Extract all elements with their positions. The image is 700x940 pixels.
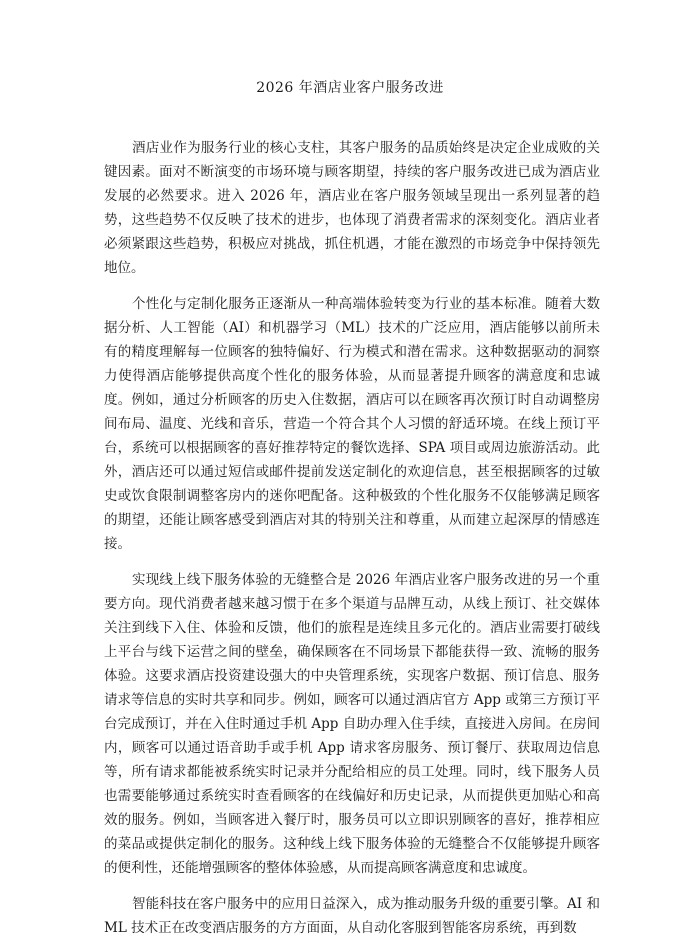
paragraph-smart-tech: 智能科技在客户服务中的应用日益深入，成为推动服务升级的重要引擎。AI 和 ML 技术正在改变酒店服务的方方面面，从自动化客服到智能客房系统，再到数 xyxy=(104,896,600,936)
document-body xyxy=(104,136,600,940)
paragraph-omnichannel: 实现线上线下服务体验的无缝整合是 2026 年酒店业客户服务改进的另一个重要方向。现代消费者越来越习惯于在多个渠道与品牌互动，从线上预订、社交媒体关注到线下入住、体验和反馈，他们的旅程是连续且多元化的。酒店业需要打破线上平台与线下运营之间的壁垒，确保顾客在不同场景下都能获得一致、流畅的服务体验。这要求酒店投资建设强大的中央管理系统，实现客户数据、预订信息、服务请求等信息的实时共享和同步。例如，顾客可以通过酒店官方 App 或第三方预订平台完成预订，并在入住时通过手机 App 自助办理入住手续，直接进入房间。在房间内，顾客可以通过语音助手或手机 App 请求客房服务、预订餐厅、获取周边信息等，所有请求都能被系统实时记录并分配给相应的员工处理。同时，线下服务人员也需要能够通过系统实时查看顾客的在线偏好和历史记录，从而提供更加贴心和高效的服务。例如，当顾客进入餐厅时，服务员可以立即识别顾客的喜好，推荐相应的菜品或提供定制化的服务。这种线上线下服务体验的无缝整合不仅能够提升顾客的便利性，还能增强顾客的整体体验感，从而提高顾客满意度和忠诚度。 xyxy=(104,572,600,876)
paragraph-intro: 酒店业作为服务行业的核心支柱，其客户服务的品质始终是决定企业成败的关键因素。面对不断演变的市场环境与顾客期望，持续的客户服务改进已成为酒店业发展的必然要求。进入 2026 年，酒店业在客户服务领域呈现出一系列显著的趋势，这些趋势不仅反映了技术的进步，也体现了消费者需求的深刻变化。酒店业者必须紧跟这些趋势，积极应对挑战，抓住机遇，才能在激烈的市场竞争中保持领先地位。 xyxy=(104,140,600,276)
document-title: 2026 年酒店业客户服务改进 xyxy=(256,80,444,96)
paragraph-personalization: 个性化与定制化服务正逐渐从一种高端体验转变为行业的基本标准。随着大数据分析、人工智能（AI）和机器学习（ML）技术的广泛应用，酒店能够以前所未有的精度理解每一位顾客的独特偏好、行为模式和潜在需求。这种数据驱动的洞察力使得酒店能够提供高度个性化的服务体验，从而显著提升顾客的满意度和忠诚度。例如，通过分析顾客的历史入住数据，酒店可以在顾客再次预订时自动调整房间布局、温度、光线和音乐，营造一个符合其个人习惯的舒适环境。在线上预订平台，系统可以根据顾客的喜好推荐特定的餐饮选择、SPA 项目或周边旅游活动。此外，酒店还可以通过短信或邮件提前发送定制化的欢迎信息，甚至根据顾客的过敏史或饮食限制调整客房内的迷你吧配备。这种极致的个性化服务不仅能够满足顾客的期望，还能让顾客感受到酒店对其的特别关注和尊重，从而建立起深厚的情感连接。 xyxy=(104,296,600,552)
